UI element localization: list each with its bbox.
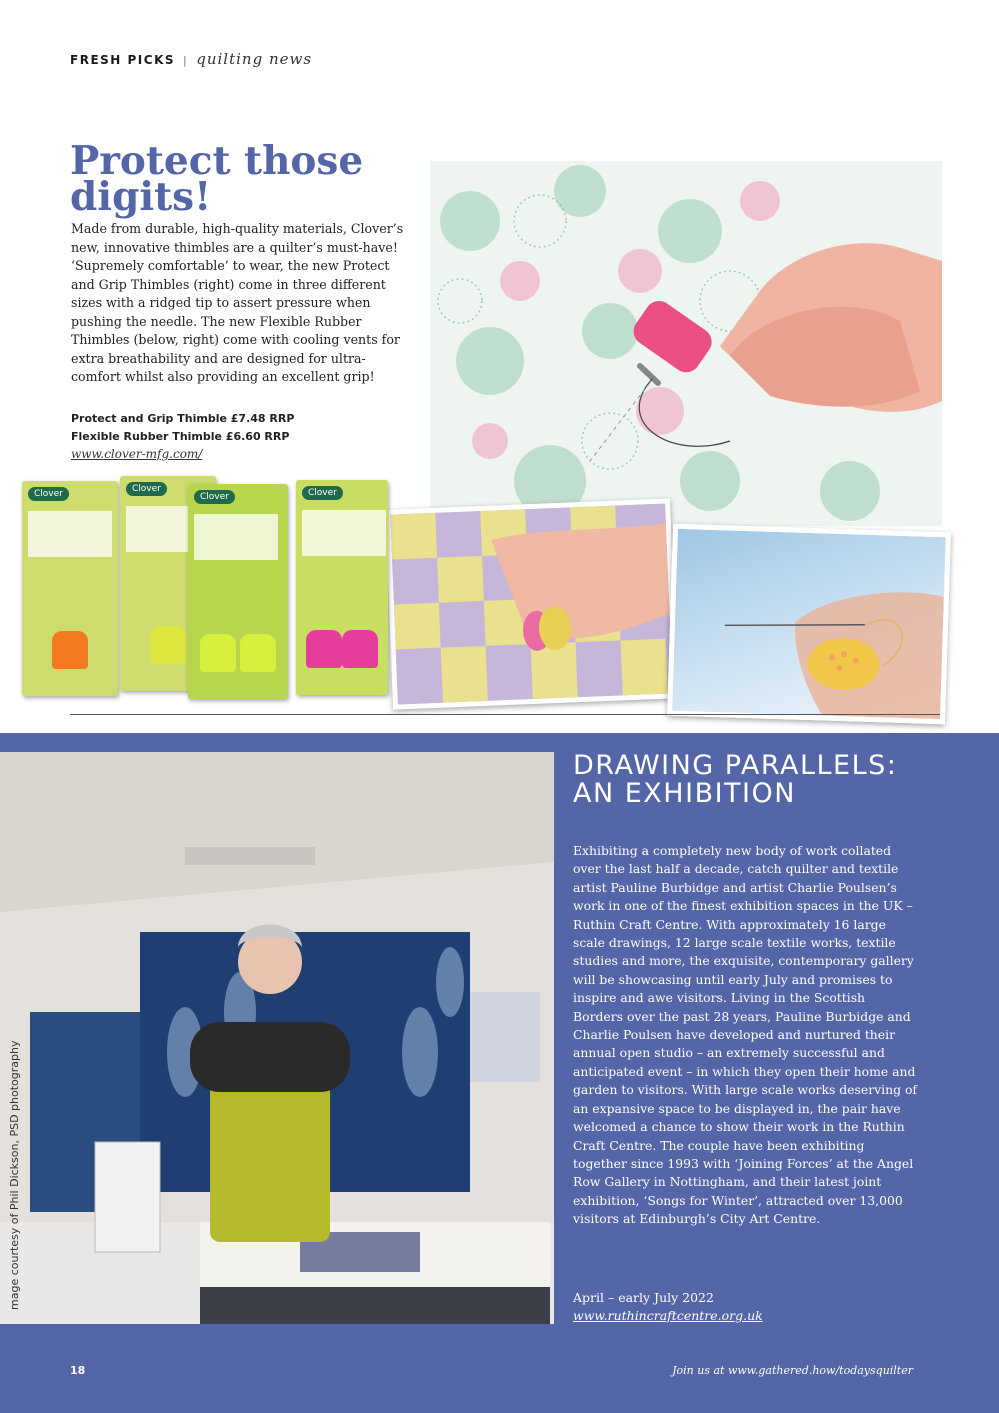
pink-thimble xyxy=(342,630,378,668)
price-list xyxy=(71,410,294,446)
article2-body: Exhibiting a completely new body of work collated over the last half a decade, catch quilter and textile artist Pauline Burbidge and artist Charlie Poulsen’s work in one of the finest exhibition spaces in the UK – Ruthin Craft Centre. With approximately 16 large scale drawings, 12 large scale textile works, textile studies and more, the exquisite, contemporary gallery will be showcasing until early July and promises to inspire and awe visitors. Living in the Scottish Borders over the past 28 years, Pauline Burbidge and Charlie Poulsen have developed and nurtured their annual open studio – an extremely successful and anticipated event – in which they open their home and garden to visitors. With large scale works deserving of an expansive space to be displayed in, the pair have welcomed a chance to show their work in the Ruthin Craft Centre. The couple have been exhibiting together since 1993 with ‘Joining Forces’ at the Angel Row Gallery in Nottingham, and their latest joint exhibition, ‘Songs for Winter’, attracted over 13,000 visitors at Edinburgh’s City Art Centre. xyxy=(573,843,917,1227)
section-divider xyxy=(70,714,940,715)
package-label xyxy=(28,511,112,557)
clover-link[interactable]: www.clover-mfg.com/ xyxy=(71,447,203,461)
gingham-thimble-photo xyxy=(385,498,678,709)
ruthin-link[interactable]: www.ruthincraftcentre.org.uk xyxy=(573,1308,763,1323)
photo-credit: mage courtesy of Phil Dickson, PSD photography xyxy=(8,1040,21,1310)
yellow-thimble xyxy=(150,626,186,664)
package-label xyxy=(302,510,386,556)
clover-logo: Clover xyxy=(194,490,235,504)
subsection-label: quilting news xyxy=(196,50,313,68)
exhibition-dates: April – early July 2022 xyxy=(573,1290,714,1305)
header-separator: | xyxy=(183,54,189,67)
studio-illustration xyxy=(0,752,554,1324)
pink-thimble xyxy=(306,630,342,668)
article1-title: Protect those digits! xyxy=(70,138,364,220)
package-flexible-rubber-large xyxy=(188,484,288,699)
clover-logo: Clover xyxy=(126,482,167,496)
section-label: FRESH PICKS xyxy=(70,53,176,67)
price-flexible-rubber: Flexible Rubber Thimble £6.60 RRP xyxy=(71,430,290,443)
gingham-illustration xyxy=(390,504,672,705)
article2-title: DRAWING PARALLELS: AN EXHIBITION xyxy=(573,750,898,809)
clover-logo: Clover xyxy=(28,487,69,501)
needle-illustration xyxy=(672,529,946,719)
package-flexible-rubber-medium xyxy=(296,480,388,695)
artist-studio-photo xyxy=(0,752,554,1324)
package-protect-grip-small xyxy=(22,481,118,696)
lime-thimble xyxy=(200,634,236,672)
orange-thimble xyxy=(52,631,88,669)
clover-logo: Clover xyxy=(302,486,343,500)
price-protect-grip: Protect and Grip Thimble £7.48 RRP xyxy=(71,412,295,425)
page-header xyxy=(70,50,312,68)
thimble-hero-photo xyxy=(430,161,942,526)
needle-thimble-photo xyxy=(667,524,951,725)
article1-body: Made from durable, high-quality materials, Clover’s new, innovative thimbles are a quilter’s must-have! ‘Supremely comfortable’ to wear, the new Protect and Grip Thimbles (right) come in three different sizes with a ridged tip to assert pressure when pushing the needle. The new Flexible Rubber Thimbles (below, right) come with cooling vents for extra breathability and are designed for ultra-comfort whilst also providing an excellent grip! xyxy=(71,221,404,384)
lime-thimble xyxy=(240,634,276,672)
footer-tagline: Join us at www.gathered.how/todaysquilter xyxy=(672,1364,913,1377)
package-label xyxy=(194,514,278,560)
dotted-fabric-illustration xyxy=(430,161,942,526)
thimble-packages xyxy=(22,476,392,701)
page-number: 18 xyxy=(70,1364,86,1377)
